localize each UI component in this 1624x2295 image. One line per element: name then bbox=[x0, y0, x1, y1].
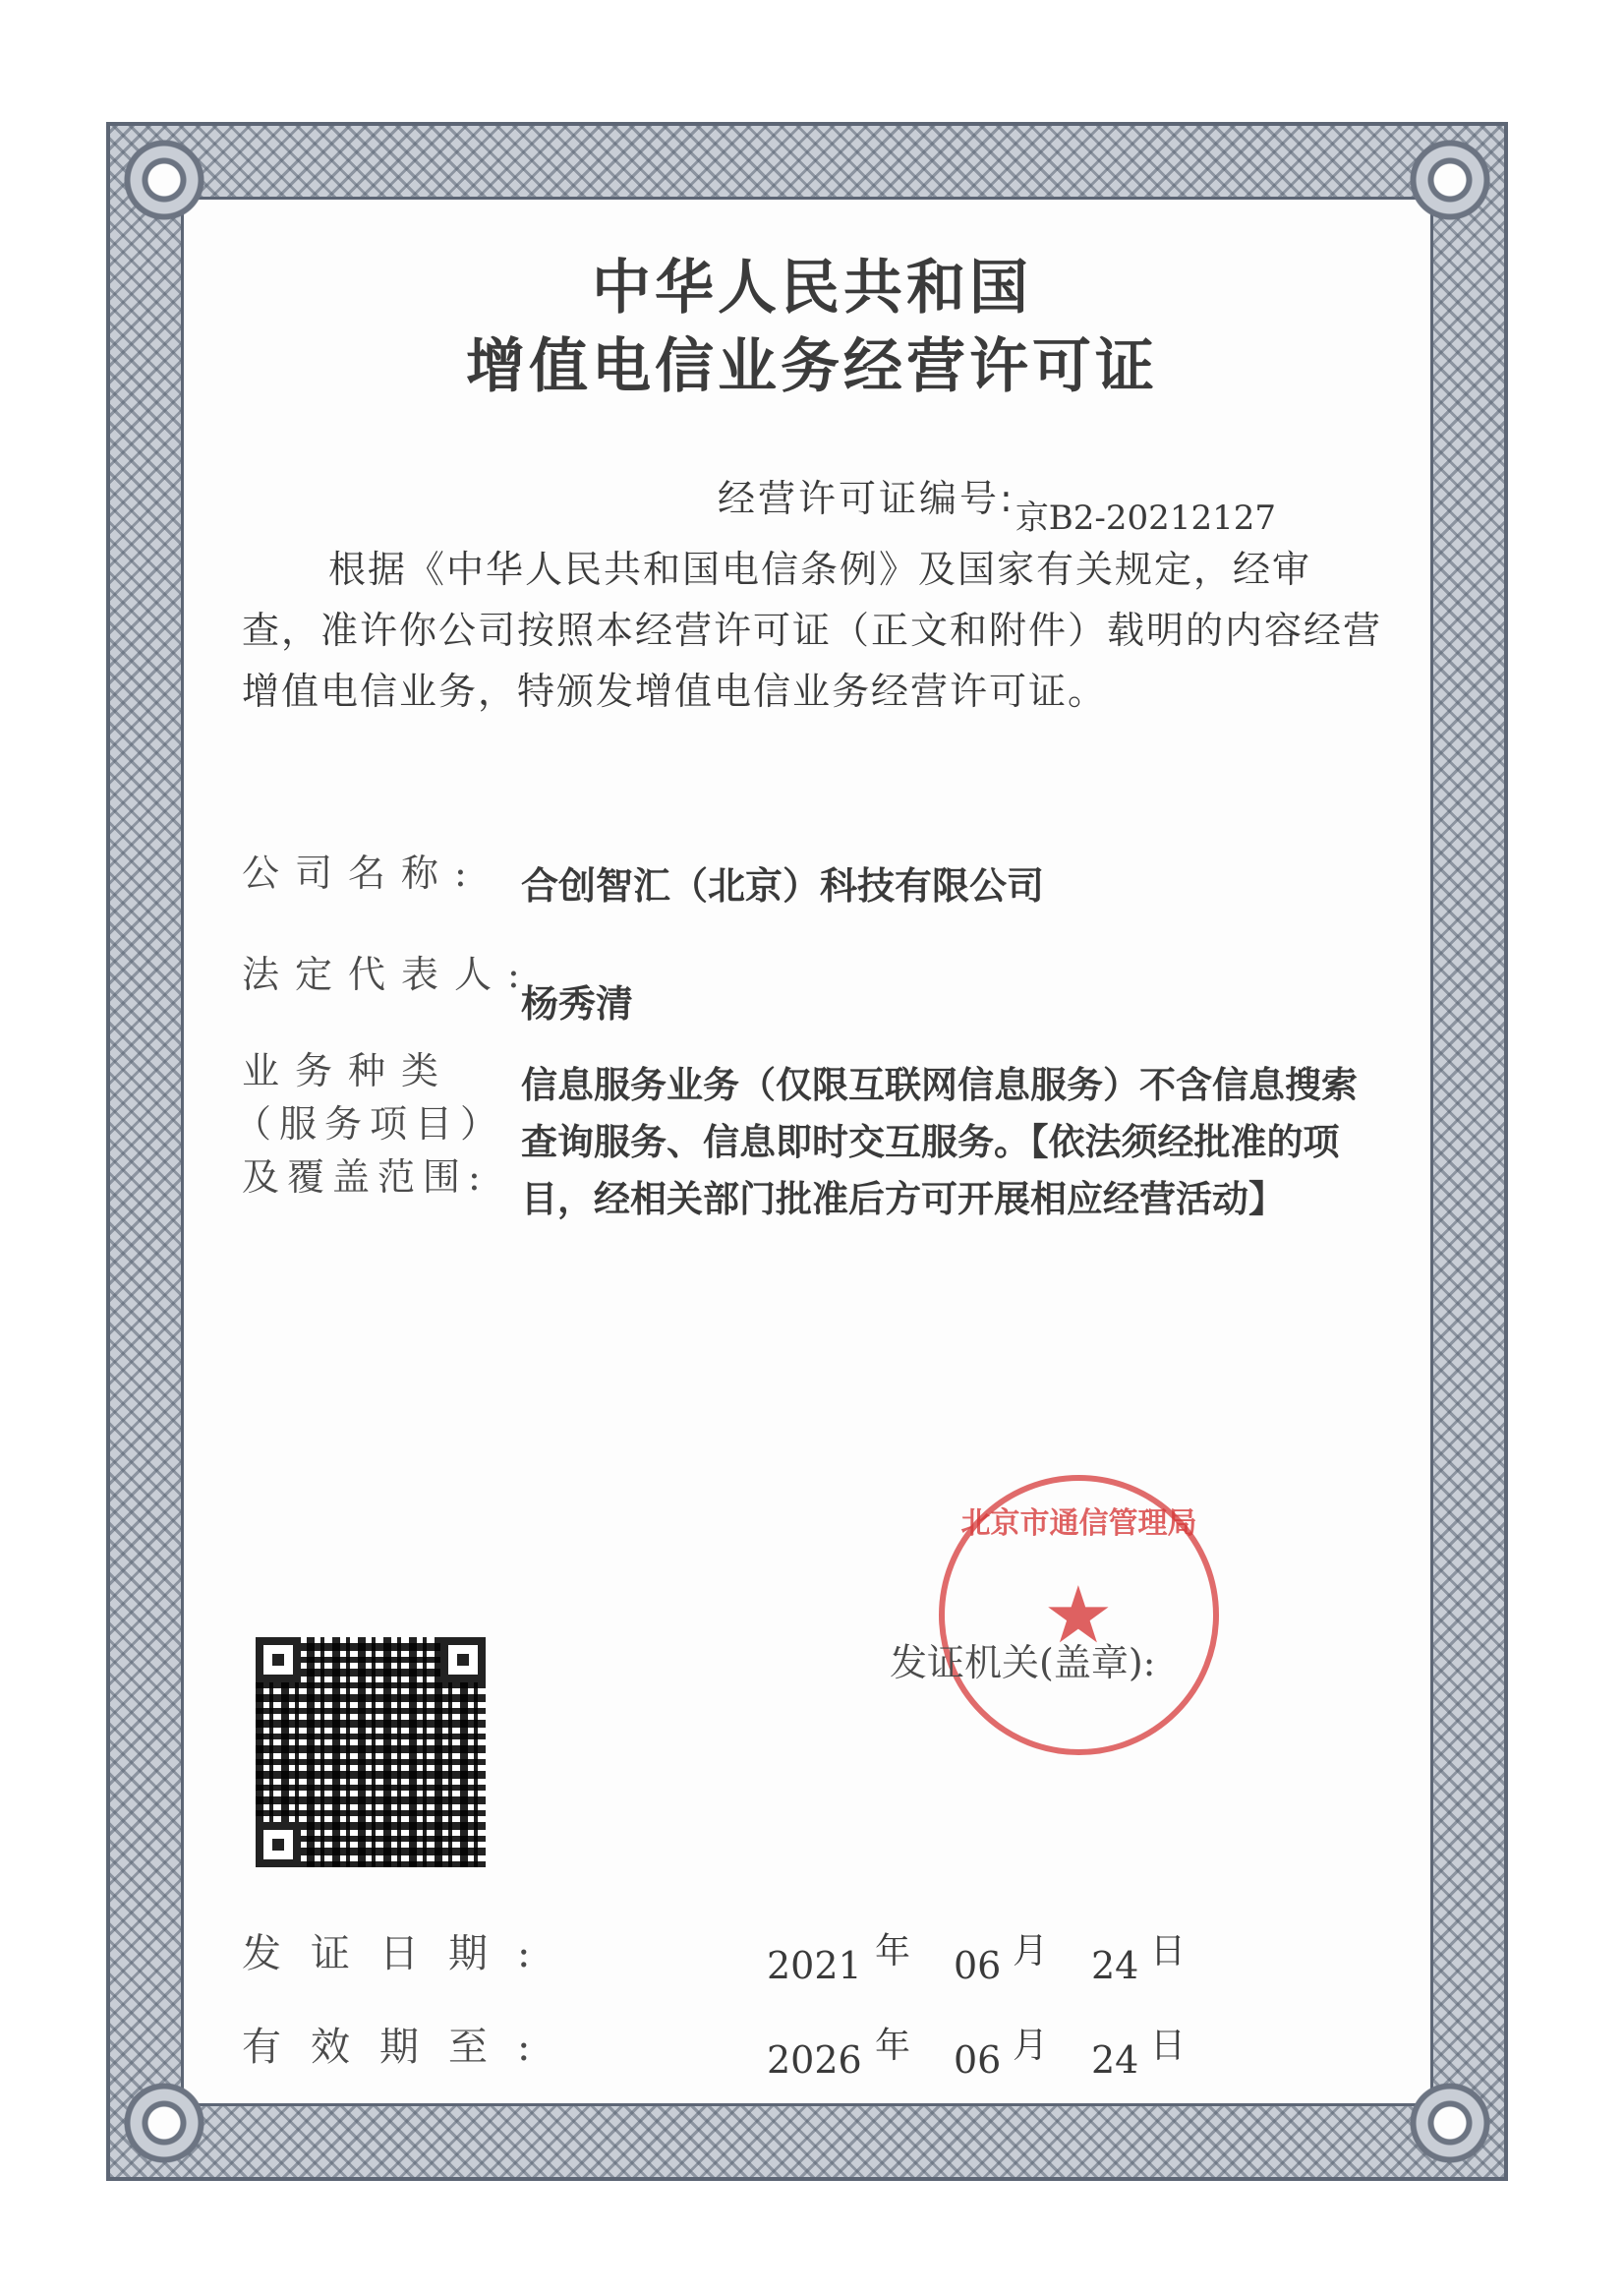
issue-day-unit: 日 bbox=[1150, 1931, 1187, 1971]
scope-label-line1: 业务种类 bbox=[242, 1049, 455, 1092]
permit-number-value: 京B2-20212127 bbox=[1015, 499, 1276, 538]
valid-year-unit: 年 bbox=[875, 2026, 911, 2066]
corner-ornament bbox=[110, 2069, 218, 2177]
issue-day: 24 bbox=[1091, 1944, 1139, 1987]
valid-day: 24 bbox=[1091, 2038, 1139, 2082]
issue-date-label: 发证日期: bbox=[242, 1931, 560, 1976]
corner-ornament bbox=[110, 126, 218, 234]
qr-code[interactable] bbox=[256, 1637, 486, 1867]
valid-until-label: 有效期至: bbox=[242, 2025, 560, 2070]
valid-month-unit: 月 bbox=[1013, 2026, 1049, 2066]
scope-label-line2: （服务项目） bbox=[234, 1102, 506, 1146]
intro-paragraph: 根据《中华人民共和国电信条例》及国家有关规定，经审查，准许你公司按照本经营许可证（正文和附件）载明的内容经营增值电信业务，特颁发增值电信业务经营许可证。 bbox=[242, 548, 1383, 713]
issue-month-unit: 月 bbox=[1013, 1931, 1049, 1971]
certificate-title-line2: 增值电信业务经营许可证 bbox=[466, 332, 1158, 401]
valid-day-unit: 日 bbox=[1150, 2026, 1187, 2066]
legal-rep-value: 杨秀清 bbox=[521, 982, 634, 1026]
company-name-value: 合创智汇（北京）科技有限公司 bbox=[521, 864, 1045, 908]
scope-label-line3: 及覆盖范围: bbox=[242, 1155, 489, 1199]
certificate-title-line1: 中华人民共和国 bbox=[592, 254, 1032, 323]
issue-year: 2021 bbox=[767, 1944, 862, 1987]
issue-month: 06 bbox=[954, 1944, 1002, 1987]
scope-value: 信息服务业务（仅限互联网信息服务）不含信息搜索查询服务、信息即时交互服务。【依法须经批准的项目，经相关部门批准后方可开展相应经营活动】 bbox=[521, 1064, 1358, 1220]
valid-month: 06 bbox=[954, 2038, 1002, 2082]
official-seal bbox=[939, 1475, 1219, 1755]
qr-finder bbox=[256, 1637, 301, 1682]
star-icon: ★ bbox=[1043, 1569, 1114, 1661]
corner-ornament bbox=[1396, 2069, 1504, 2177]
permit-number-label: 经营许可证编号: bbox=[718, 477, 1015, 520]
issue-date-value bbox=[767, 1931, 1229, 1989]
qr-finder bbox=[256, 1822, 301, 1867]
legal-rep-label: 法定代表人: bbox=[242, 953, 536, 996]
issuer-label: 发证机关(盖章): bbox=[890, 1641, 1156, 1684]
qr-finder bbox=[440, 1637, 486, 1682]
valid-until-value bbox=[767, 2026, 1229, 2084]
seal-text: 北京市通信管理局 bbox=[960, 1506, 1197, 1541]
valid-year: 2026 bbox=[767, 2038, 862, 2082]
corner-ornament bbox=[1396, 126, 1504, 234]
permit-number-row bbox=[718, 468, 1276, 538]
issue-year-unit: 年 bbox=[875, 1931, 911, 1971]
company-name-label: 公司名称: bbox=[242, 852, 483, 895]
